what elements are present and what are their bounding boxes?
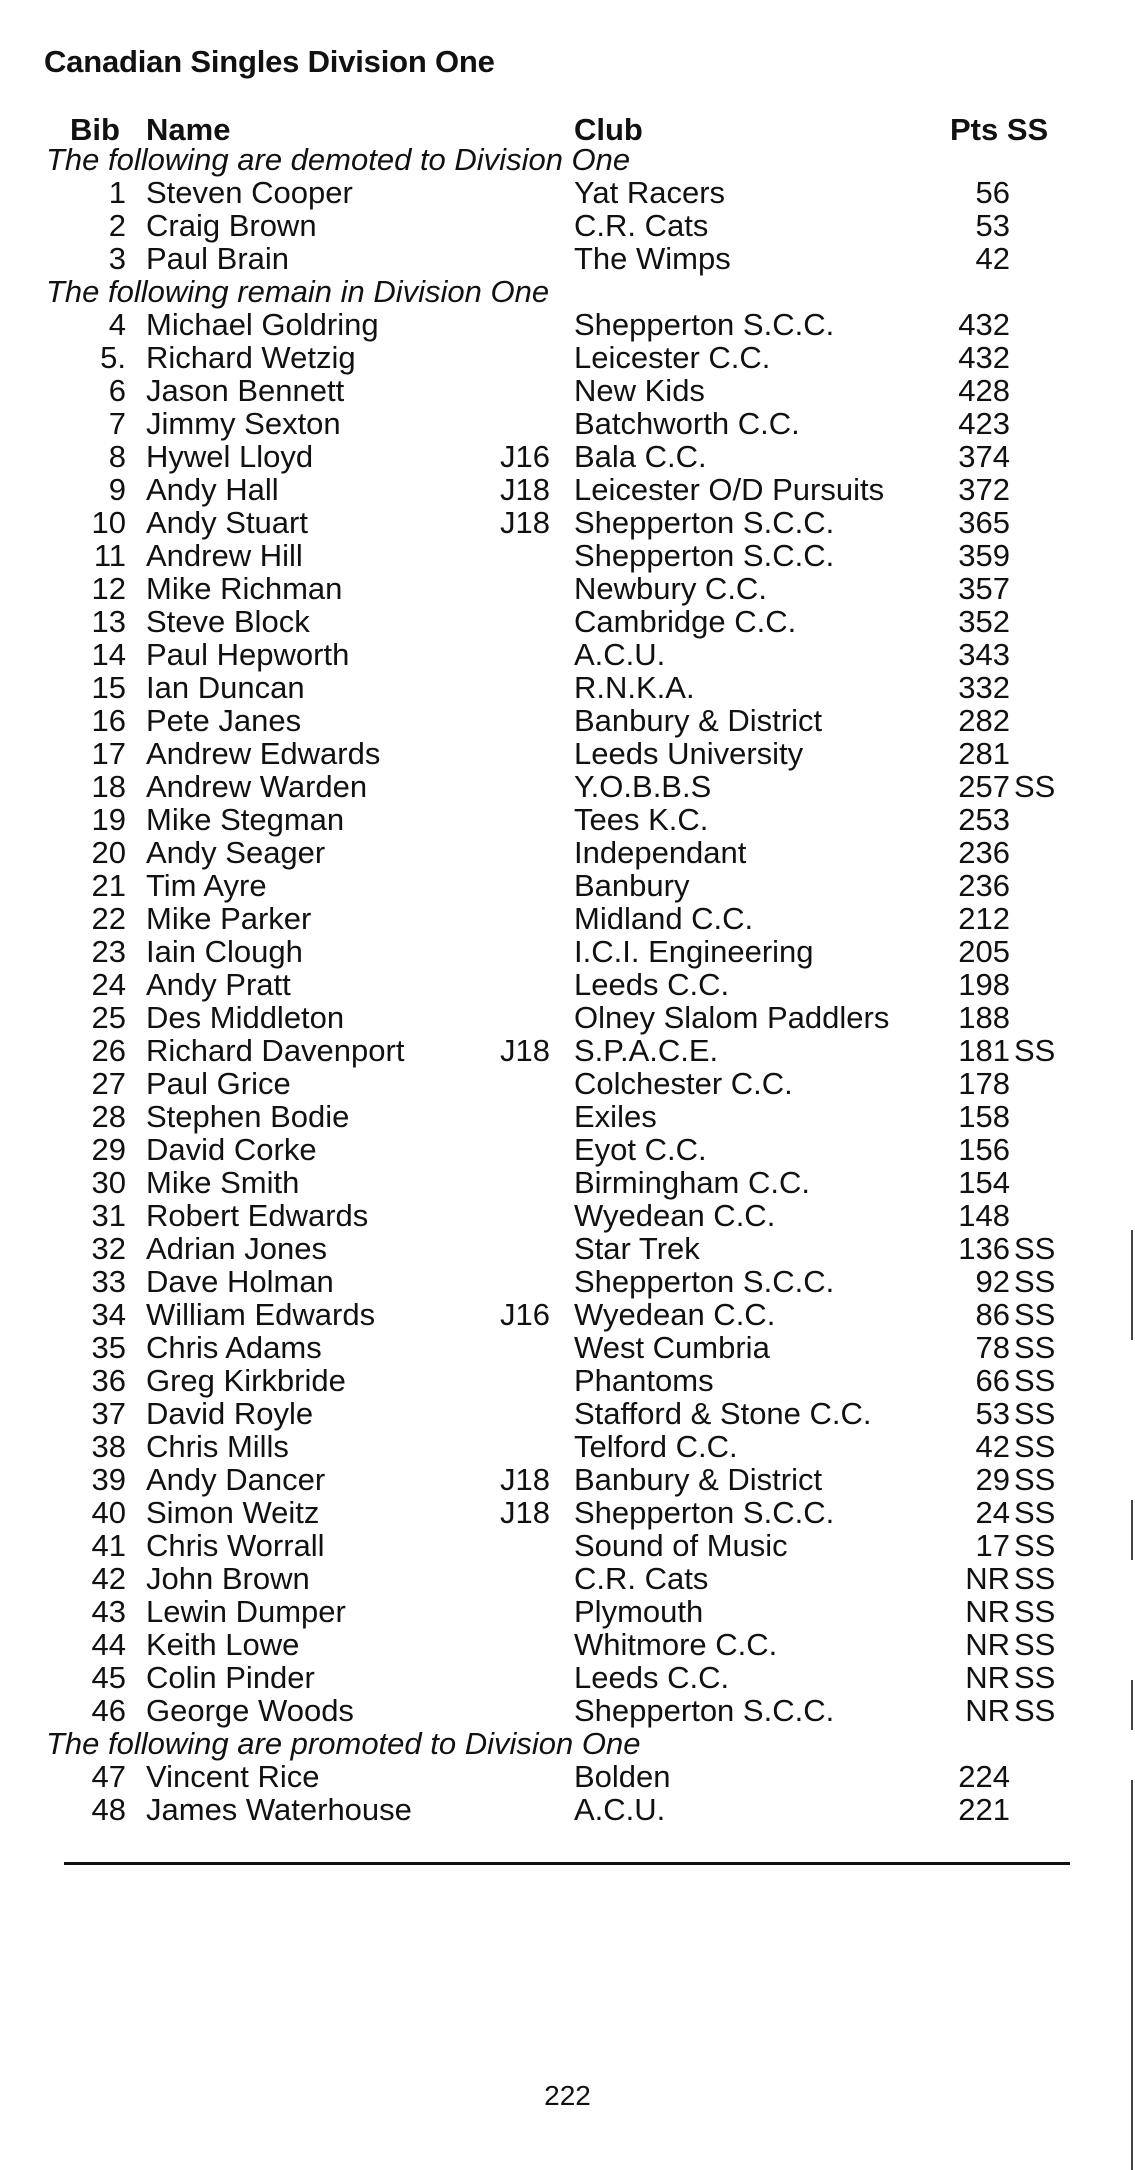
section-heading <box>0 1727 1135 1760</box>
table-row <box>0 1760 1135 1793</box>
cell-name: Mike Smith <box>146 1165 300 1200</box>
cell-name: Mike Parker <box>146 901 312 936</box>
cell-ss: SS <box>1014 769 1056 804</box>
cell-name: David Corke <box>146 1132 317 1167</box>
table-row <box>0 440 1135 473</box>
cell-pts: 365 <box>958 505 1010 540</box>
table-row <box>0 374 1135 407</box>
cell-name: Chris Mills <box>146 1429 289 1464</box>
cell-pts: 224 <box>958 1759 1010 1794</box>
cell-pts: 423 <box>958 406 1010 441</box>
cell-pts: 156 <box>958 1132 1010 1167</box>
cell-name: Des Middleton <box>146 1000 345 1035</box>
table-row <box>0 1595 1135 1628</box>
cell-bib: 19 <box>91 802 126 837</box>
table-row <box>0 1463 1135 1496</box>
section-heading <box>0 275 1135 308</box>
cell-name: Craig Brown <box>146 208 317 243</box>
cell-club: Shepperton S.C.C. <box>574 505 835 540</box>
cell-name: Simon Weitz <box>146 1495 320 1530</box>
cell-name: Lewin Dumper <box>146 1594 346 1629</box>
cell-ss: SS <box>1014 1627 1056 1662</box>
cell-name: Steven Cooper <box>146 175 353 210</box>
table-row <box>0 1133 1135 1166</box>
cell-club: Yat Racers <box>574 175 726 210</box>
cell-club: Leicester C.C. <box>574 340 771 375</box>
cell-club: Banbury & District <box>574 703 823 738</box>
table-row <box>0 1232 1135 1265</box>
cell-ss: SS <box>1014 1264 1056 1299</box>
cell-bib: 16 <box>91 703 126 738</box>
table-row <box>0 1793 1135 1826</box>
cell-club: Bolden <box>574 1759 671 1794</box>
table-row <box>0 1034 1135 1067</box>
cell-ss: SS <box>1014 1528 1056 1563</box>
cell-name: Jason Bennett <box>146 373 345 408</box>
cell-club: Newbury C.C. <box>574 571 767 606</box>
cell-club: Shepperton S.C.C. <box>574 1264 835 1299</box>
table-row <box>0 308 1135 341</box>
cell-pts: 92 <box>975 1264 1010 1299</box>
table-row <box>0 572 1135 605</box>
cell-ss: SS <box>1014 1297 1056 1332</box>
cell-club: Y.O.B.B.S <box>574 769 712 804</box>
table-row <box>0 1067 1135 1100</box>
cell-pts: 53 <box>975 208 1010 243</box>
cell-name: Andy Seager <box>146 835 326 870</box>
table-row <box>0 407 1135 440</box>
table-row <box>0 1199 1135 1232</box>
cell-pts: 236 <box>958 835 1010 870</box>
page-title: Canadian Singles Division One <box>44 44 495 79</box>
cell-bib: 11 <box>93 538 126 573</box>
table-row <box>0 209 1135 242</box>
table-row <box>0 473 1135 506</box>
cell-name: Jimmy Sexton <box>146 406 341 441</box>
cell-name: Chris Adams <box>146 1330 322 1365</box>
cell-bib: 28 <box>91 1099 126 1134</box>
cell-name: James Waterhouse <box>146 1792 412 1827</box>
cell-bib: 12 <box>91 571 126 606</box>
cell-club: Star Trek <box>574 1231 700 1266</box>
cell-club: Leeds C.C. <box>574 1660 730 1695</box>
cell-club: C.R. Cats <box>574 208 709 243</box>
cell-pts: 154 <box>958 1165 1010 1200</box>
cell-name: Mike Richman <box>146 571 343 606</box>
cell-name: Andy Hall <box>146 472 279 507</box>
cell-name: Michael Goldring <box>146 307 379 342</box>
cell-name: Andrew Warden <box>146 769 368 804</box>
cell-ss: SS <box>1014 1231 1056 1266</box>
cell-name: Tim Ayre <box>146 868 267 903</box>
page-edge-line <box>1131 1780 1133 2170</box>
cell-bib: 30 <box>91 1165 126 1200</box>
cell-pts: 372 <box>958 472 1010 507</box>
cell-club: Leeds C.C. <box>574 967 730 1002</box>
cell-name: Andrew Hill <box>146 538 303 573</box>
table-row <box>0 902 1135 935</box>
page-edge-line <box>1131 1230 1133 1340</box>
cell-club: Cambridge C.C. <box>574 604 797 639</box>
column-header-club: Club <box>574 112 643 147</box>
cell-club: Batchworth C.C. <box>574 406 800 441</box>
cell-name: Dave Holman <box>146 1264 334 1299</box>
cell-pts: 53 <box>975 1396 1010 1431</box>
cell-name: David Royle <box>146 1396 314 1431</box>
cell-name: Colin Pinder <box>146 1660 315 1695</box>
cell-pts: 42 <box>975 241 1010 276</box>
page-number: 222 <box>544 2080 591 2111</box>
cell-pts: 178 <box>958 1066 1010 1101</box>
cell-bib: 34 <box>91 1297 126 1332</box>
cell-club: A.C.U. <box>574 1792 666 1827</box>
cell-bib: 41 <box>91 1528 126 1563</box>
cell-club: Wyedean C.C. <box>574 1198 776 1233</box>
cell-club: New Kids <box>574 373 705 408</box>
cell-club: Shepperton S.C.C. <box>574 307 835 342</box>
cell-name: Keith Lowe <box>146 1627 300 1662</box>
cell-club: C.R. Cats <box>574 1561 709 1596</box>
cell-name: Steve Block <box>146 604 310 639</box>
cell-name: Adrian Jones <box>146 1231 327 1266</box>
table-row <box>0 1001 1135 1034</box>
cell-club: The Wimps <box>574 241 731 276</box>
cell-club: Eyot C.C. <box>574 1132 707 1167</box>
cell-club: Wyedean C.C. <box>574 1297 776 1332</box>
cell-ss: SS <box>1014 1330 1056 1365</box>
column-header-bib: Bib <box>70 112 120 147</box>
cell-junior: J18 <box>500 505 550 540</box>
table-row <box>0 506 1135 539</box>
cell-club: Banbury <box>574 868 690 903</box>
cell-ss: SS <box>1014 1462 1056 1497</box>
cell-club: Phantoms <box>574 1363 714 1398</box>
cell-bib: 14 <box>91 637 126 672</box>
cell-name: Robert Edwards <box>146 1198 369 1233</box>
cell-name: Paul Hepworth <box>146 637 350 672</box>
cell-name: William Edwards <box>146 1297 376 1332</box>
cell-bib: 17 <box>91 736 126 771</box>
cell-club: Bala C.C. <box>574 439 707 474</box>
cell-bib: 39 <box>91 1462 126 1497</box>
cell-junior: J16 <box>500 1297 550 1332</box>
cell-bib: 6 <box>108 373 126 408</box>
cell-ss: SS <box>1014 1594 1056 1629</box>
cell-club: Colchester C.C. <box>574 1066 793 1101</box>
cell-ss: SS <box>1014 1429 1056 1464</box>
section-heading-text: The following remain in Division One <box>46 274 550 309</box>
table-row <box>0 803 1135 836</box>
cell-bib: 8 <box>108 439 126 474</box>
cell-junior: J18 <box>500 1462 550 1497</box>
table-row <box>0 1364 1135 1397</box>
cell-bib: 4 <box>108 307 126 342</box>
table-row <box>0 1166 1135 1199</box>
cell-pts: 352 <box>958 604 1010 639</box>
cell-bib: 18 <box>91 769 126 804</box>
section-heading-text: The following are demoted to Division One <box>46 142 631 177</box>
cell-pts: 359 <box>958 538 1010 573</box>
table-row <box>0 935 1135 968</box>
results-table <box>0 143 1135 1826</box>
cell-pts: 158 <box>958 1099 1010 1134</box>
section-heading-text: The following are promoted to Division One <box>46 1726 641 1761</box>
cell-bib: 7 <box>108 406 126 441</box>
cell-name: Andy Stuart <box>146 505 308 540</box>
cell-bib: 25 <box>91 1000 126 1035</box>
cell-name: Paul Brain <box>146 241 290 276</box>
cell-pts: NR <box>965 1627 1010 1662</box>
cell-bib: 10 <box>91 505 126 540</box>
cell-pts: 212 <box>958 901 1010 936</box>
cell-pts: 374 <box>958 439 1010 474</box>
cell-pts: 86 <box>975 1297 1010 1332</box>
cell-bib: 1 <box>108 175 126 210</box>
cell-club: Leicester O/D Pursuits <box>574 472 885 507</box>
cell-name: John Brown <box>146 1561 310 1596</box>
cell-bib: 37 <box>91 1396 126 1431</box>
table-row <box>0 671 1135 704</box>
cell-name: Ian Duncan <box>146 670 305 705</box>
cell-pts: NR <box>965 1594 1010 1629</box>
cell-bib: 21 <box>91 868 126 903</box>
page-edge-line <box>1131 1500 1133 1560</box>
cell-club: Midland C.C. <box>574 901 754 936</box>
cell-pts: 236 <box>958 868 1010 903</box>
cell-pts: 343 <box>958 637 1010 672</box>
cell-club: Tees K.C. <box>574 802 709 837</box>
cell-pts: 188 <box>958 1000 1010 1035</box>
table-row <box>0 737 1135 770</box>
cell-club: Exiles <box>574 1099 657 1134</box>
cell-bib: 44 <box>91 1627 126 1662</box>
cell-name: Paul Grice <box>146 1066 291 1101</box>
cell-ss: SS <box>1014 1561 1056 1596</box>
cell-bib: 46 <box>91 1693 126 1728</box>
cell-name: Hywel Lloyd <box>146 439 314 474</box>
cell-bib: 32 <box>91 1231 126 1266</box>
cell-bib: 20 <box>91 835 126 870</box>
table-row <box>0 968 1135 1001</box>
table-row <box>0 638 1135 671</box>
cell-club: Plymouth <box>574 1594 704 1629</box>
cell-name: Richard Davenport <box>146 1033 405 1068</box>
table-row <box>0 242 1135 275</box>
table-row <box>0 539 1135 572</box>
cell-bib: 40 <box>91 1495 126 1530</box>
cell-club: Whitmore C.C. <box>574 1627 778 1662</box>
cell-name: George Woods <box>146 1693 354 1728</box>
cell-bib: 43 <box>91 1594 126 1629</box>
cell-bib: 29 <box>91 1132 126 1167</box>
cell-club: Banbury & District <box>574 1462 823 1497</box>
cell-bib: 2 <box>108 208 126 243</box>
cell-bib: 33 <box>91 1264 126 1299</box>
cell-name: Andrew Edwards <box>146 736 381 771</box>
cell-bib: 15 <box>91 670 126 705</box>
cell-name: Pete Janes <box>146 703 302 738</box>
cell-club: I.C.I. Engineering <box>574 934 814 969</box>
cell-pts: 24 <box>975 1495 1010 1530</box>
cell-club: West Cumbria <box>574 1330 770 1365</box>
cell-bib: 45 <box>91 1660 126 1695</box>
cell-club: Stafford & Stone C.C. <box>574 1396 872 1431</box>
cell-junior: J18 <box>500 1033 550 1068</box>
cell-bib: 47 <box>91 1759 126 1794</box>
bottom-rule <box>64 1862 1070 1865</box>
cell-pts: 428 <box>958 373 1010 408</box>
cell-pts: 148 <box>958 1198 1010 1233</box>
cell-junior: J16 <box>500 439 550 474</box>
cell-name: Mike Stegman <box>146 802 345 837</box>
table-row <box>0 1100 1135 1133</box>
cell-club: Leeds University <box>574 736 804 771</box>
cell-junior: J18 <box>500 1495 550 1530</box>
column-header-name: Name <box>146 112 231 147</box>
cell-club: Independant <box>574 835 747 870</box>
cell-pts: 357 <box>958 571 1010 606</box>
cell-club: A.C.U. <box>574 637 666 672</box>
cell-club: Telford C.C. <box>574 1429 738 1464</box>
cell-pts: 205 <box>958 934 1010 969</box>
cell-pts: 332 <box>958 670 1010 705</box>
cell-club: Birmingham C.C. <box>574 1165 810 1200</box>
cell-pts: NR <box>965 1561 1010 1596</box>
cell-bib: 38 <box>91 1429 126 1464</box>
cell-pts: 66 <box>975 1363 1010 1398</box>
cell-ss: SS <box>1014 1396 1056 1431</box>
cell-bib: 27 <box>91 1066 126 1101</box>
cell-name: Vincent Rice <box>146 1759 320 1794</box>
cell-pts: 181 <box>958 1033 1010 1068</box>
cell-pts: 432 <box>958 340 1010 375</box>
cell-name: Stephen Bodie <box>146 1099 350 1134</box>
cell-pts: 281 <box>958 736 1010 771</box>
cell-club: S.P.A.C.E. <box>574 1033 719 1068</box>
page-edge-line <box>1131 1680 1133 1730</box>
cell-club: Sound of Music <box>574 1528 788 1563</box>
cell-bib: 36 <box>91 1363 126 1398</box>
cell-pts: 42 <box>975 1429 1010 1464</box>
cell-ss: SS <box>1014 1033 1056 1068</box>
cell-bib: 22 <box>91 901 126 936</box>
table-row <box>0 1430 1135 1463</box>
cell-club: Shepperton S.C.C. <box>574 538 835 573</box>
cell-pts: NR <box>965 1660 1010 1695</box>
table-row <box>0 1661 1135 1694</box>
cell-ss: SS <box>1014 1363 1056 1398</box>
cell-club: Shepperton S.C.C. <box>574 1693 835 1728</box>
cell-pts: 78 <box>975 1330 1010 1365</box>
cell-pts: 198 <box>958 967 1010 1002</box>
table-row <box>0 176 1135 209</box>
cell-pts: 282 <box>958 703 1010 738</box>
section-heading <box>0 143 1135 176</box>
cell-name: Greg Kirkbride <box>146 1363 346 1398</box>
cell-pts: 29 <box>975 1462 1010 1497</box>
cell-bib: 42 <box>91 1561 126 1596</box>
cell-name: Richard Wetzig <box>146 340 356 375</box>
cell-pts: 17 <box>975 1528 1010 1563</box>
table-row <box>0 1628 1135 1661</box>
cell-bib: 5. <box>100 340 126 375</box>
table-row <box>0 1265 1135 1298</box>
column-header-pts-ss: Pts SS <box>950 112 1049 147</box>
cell-pts: 432 <box>958 307 1010 342</box>
cell-pts: NR <box>965 1693 1010 1728</box>
cell-ss: SS <box>1014 1660 1056 1695</box>
cell-junior: J18 <box>500 472 550 507</box>
cell-bib: 48 <box>91 1792 126 1827</box>
cell-bib: 23 <box>91 934 126 969</box>
cell-bib: 26 <box>91 1033 126 1068</box>
table-row <box>0 1694 1135 1727</box>
cell-club: Shepperton S.C.C. <box>574 1495 835 1530</box>
table-row <box>0 1562 1135 1595</box>
cell-name: Iain Clough <box>146 934 303 969</box>
cell-bib: 24 <box>91 967 126 1002</box>
cell-club: Olney Slalom Paddlers <box>574 1000 890 1035</box>
cell-ss: SS <box>1014 1495 1056 1530</box>
table-row <box>0 1397 1135 1430</box>
table-row <box>0 1496 1135 1529</box>
cell-bib: 31 <box>91 1198 126 1233</box>
table-row <box>0 836 1135 869</box>
table-row <box>0 1331 1135 1364</box>
cell-pts: 257 <box>958 769 1010 804</box>
cell-pts: 221 <box>958 1792 1010 1827</box>
table-row <box>0 704 1135 737</box>
table-row <box>0 341 1135 374</box>
cell-bib: 3 <box>108 241 126 276</box>
cell-pts: 56 <box>975 175 1010 210</box>
cell-pts: 136 <box>958 1231 1010 1266</box>
table-row <box>0 605 1135 638</box>
cell-ss: SS <box>1014 1693 1056 1728</box>
cell-name: Chris Worrall <box>146 1528 325 1563</box>
table-row <box>0 869 1135 902</box>
cell-bib: 9 <box>108 472 126 507</box>
cell-club: R.N.K.A. <box>574 670 695 705</box>
cell-bib: 13 <box>91 604 126 639</box>
cell-name: Andy Dancer <box>146 1462 326 1497</box>
table-row <box>0 1529 1135 1562</box>
cell-pts: 253 <box>958 802 1010 837</box>
cell-bib: 35 <box>91 1330 126 1365</box>
table-row <box>0 1298 1135 1331</box>
table-row <box>0 770 1135 803</box>
cell-name: Andy Pratt <box>146 967 291 1002</box>
